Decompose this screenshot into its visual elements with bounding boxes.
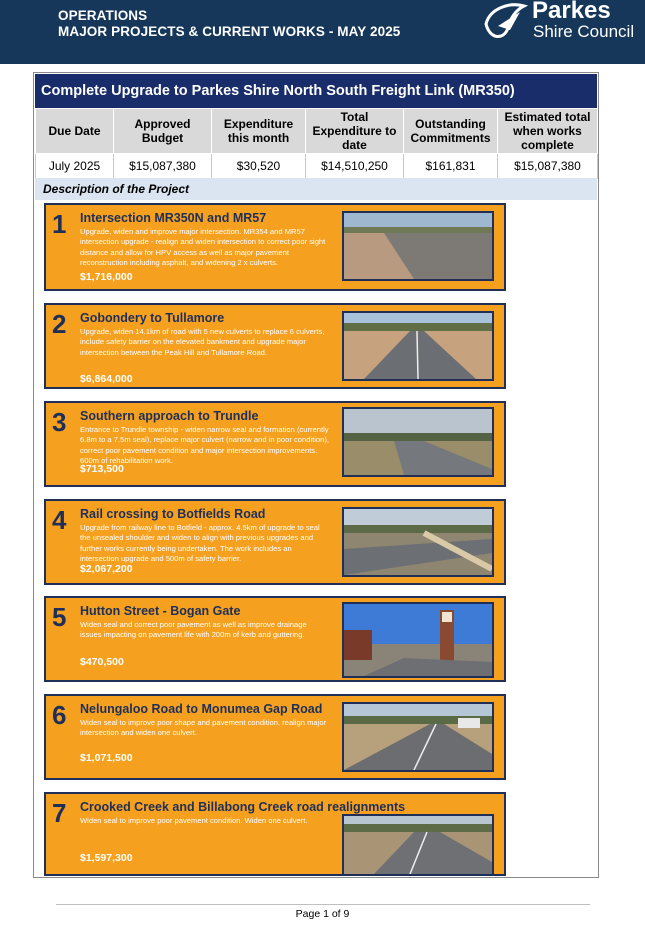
col-approved-budget: Approved Budget xyxy=(114,109,212,154)
card-budget: $6,864,000 xyxy=(80,373,133,385)
card-budget: $1,716,000 xyxy=(80,271,133,283)
card-title: Crooked Creek and Billabong Creek road realignments xyxy=(80,800,406,814)
table-row xyxy=(36,154,598,179)
col-due-date: Due Date xyxy=(36,109,114,154)
cell-total-expenditure: $14,510,250 xyxy=(306,154,404,179)
card-number: 6 xyxy=(52,700,67,730)
card-title: Intersection MR350N and MR57 xyxy=(80,211,267,225)
cell-approved-budget: $15,087,380 xyxy=(114,154,212,179)
cell-expenditure-month: $30,520 xyxy=(212,154,306,179)
header-wave xyxy=(0,52,645,68)
project-card-2 xyxy=(44,303,506,389)
card-description: Widen seal to improve poor pavement condition. Widen one culvert. xyxy=(80,816,308,825)
card-title: Nelungaloo Road to Monumea Gap Road xyxy=(80,702,323,716)
cell-estimated-total: $15,087,380 xyxy=(498,154,598,179)
cell-due-date: July 2025 xyxy=(36,154,114,179)
card-description: Upgrade, widen 14.1km of road with 5 new culverts to replace 6 culverts, include safety barrier on the elevated bankment and upgrade major intersection between the Peak Hill and Tullamore Road. xyxy=(80,327,325,357)
card-description: Widen seal and correct poor pavement as well as improve drainage issues impacting on pavement life with 200m of kerb and guttering. xyxy=(80,620,307,640)
card-description: Upgrade, widen and improve major intersection. MR354 and MR57 intersection upgrade - realign and widen intersection to correct poor sight distance and allow for HPV access as well as major pavement reconstruction including asphalt, and widening 2 x culverts. xyxy=(80,227,326,268)
card-title: Hutton Street - Bogan Gate xyxy=(80,604,241,618)
card-title: Southern approach to Trundle xyxy=(80,409,259,423)
card-budget: $470,500 xyxy=(80,656,124,668)
project-card-3 xyxy=(44,401,506,487)
logo-subtitle: Shire Council xyxy=(533,22,635,41)
col-outstanding: Outstanding Commitments xyxy=(404,109,498,154)
town-street-photo xyxy=(342,602,494,678)
col-total-expenditure: Total Expenditure to date xyxy=(306,109,404,154)
card-number: 2 xyxy=(52,309,67,339)
header-line-1: OPERATIONS xyxy=(58,8,148,23)
card-budget: $1,071,500 xyxy=(80,752,133,764)
card-number: 3 xyxy=(52,407,67,437)
cell-outstanding: $161,831 xyxy=(404,154,498,179)
header-line-2: MAJOR PROJECTS & CURRENT WORKS - MAY 2025 xyxy=(58,24,401,39)
col-estimated-total: Estimated total when works complete xyxy=(498,109,598,154)
road-photo xyxy=(342,814,494,876)
table-header-row xyxy=(36,109,598,154)
financial-table xyxy=(35,108,598,179)
logo-name: Parkes xyxy=(532,0,611,24)
card-description: Widen seal to improve poor shape and pavement condition, realign major intersection and widen one culvert. xyxy=(80,718,327,738)
project-card-7 xyxy=(44,792,506,876)
project-card-1 xyxy=(44,203,506,291)
card-budget: $1,597,300 xyxy=(80,852,133,864)
road-photo xyxy=(342,311,494,381)
card-title: Rail crossing to Botfields Road xyxy=(80,507,266,521)
card-budget: $2,067,200 xyxy=(80,563,133,575)
card-description: Entrance to Trundle township - widen narrow seal and formation (currently 6.8m to a 7.5m seal), replace major culvert (narrow and in poor condition), correct poor pavement condition and major intersection improvements. 600m of rehabilitation work. xyxy=(80,425,330,466)
intersection-photo xyxy=(342,211,494,281)
card-budget: $713,500 xyxy=(80,463,124,475)
page-number: Page 1 of 9 xyxy=(295,908,350,920)
rail-crossing-photo xyxy=(342,507,494,577)
card-number: 4 xyxy=(52,505,67,535)
project-title: Complete Upgrade to Parkes Shire North South Freight Link (MR350) xyxy=(35,74,597,108)
card-number: 7 xyxy=(52,798,67,828)
card-title: Gobondery to Tullamore xyxy=(80,311,225,325)
col-expenditure-month: Expenditure this month xyxy=(212,109,306,154)
card-number: 1 xyxy=(52,209,67,239)
card-description: Upgrade from railway line to Botfield - approx. 4.5km of upgrade to seal the unsealed shoulder and widen to align with previous upgrades and further works currently being undertaken. The work includes an intersection upgrade and 500m of safety barrier. xyxy=(80,523,320,564)
project-card-5 xyxy=(44,596,506,682)
card-number: 5 xyxy=(52,602,67,632)
road-photo xyxy=(342,702,494,772)
road-photo xyxy=(342,407,494,477)
project-card-4 xyxy=(44,499,506,585)
footer-divider xyxy=(56,904,590,905)
description-heading: Description of the Project xyxy=(35,178,597,200)
header-title xyxy=(58,8,400,40)
project-card-6 xyxy=(44,694,506,780)
